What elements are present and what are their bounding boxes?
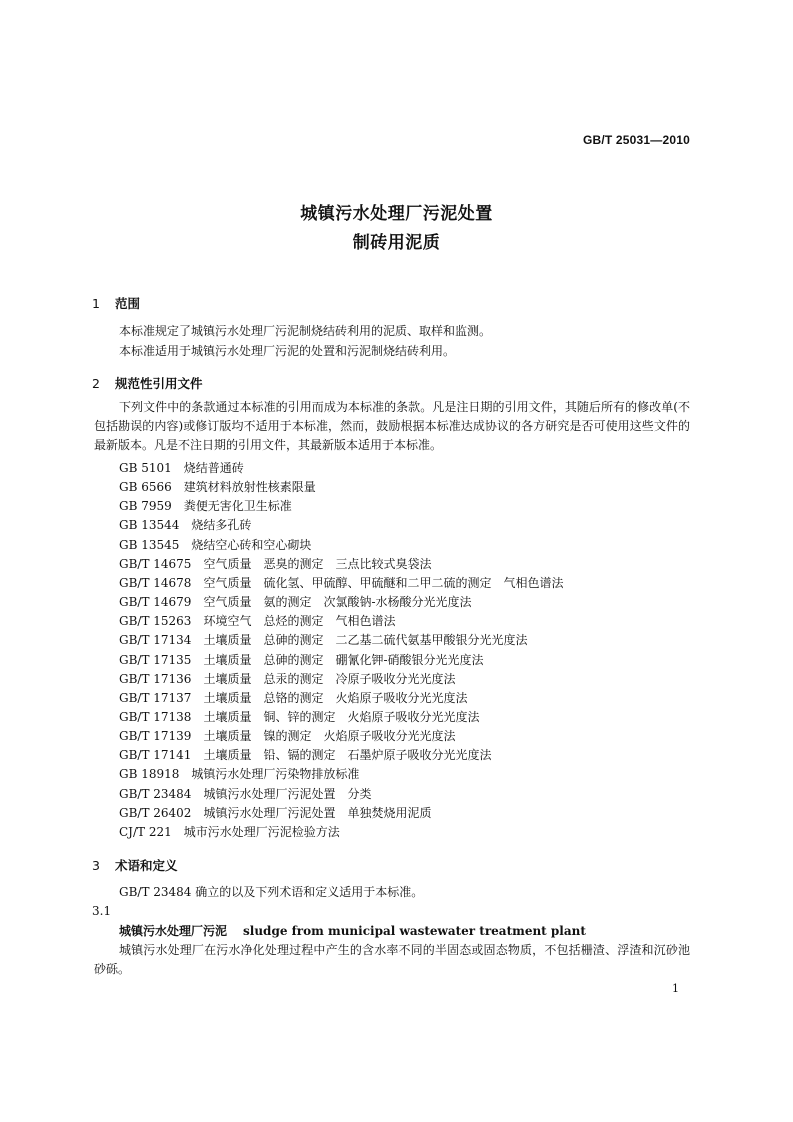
reference-code: GB/T 15263 [119,614,192,629]
reference-title: 土壤质量 总砷的测定 二乙基二硫代氨基甲酸银分光光度法 [203,633,528,648]
section-number: 1 [92,296,100,311]
reference-code: GB 6566 [119,480,172,495]
reference-code: GB/T 17134 [119,633,192,648]
reference-title: 土壤质量 镍的测定 火焰原子吸收分光光度法 [203,729,456,744]
term-definition: 城镇污水处理厂在污水净化处理过程中产生的含水率不同的半固态或固态物质，不包括栅渣、浮渣和沉砂池砂砾。 [94,943,690,976]
reference-code: GB/T 17137 [119,690,192,705]
reference-title: 烧结空心砖和空心砌块 [191,537,312,552]
section-number: 3 [92,858,100,873]
reference-code: CJ/T 221 [119,824,172,839]
reference-title: 空气质量 恶臭的测定 三点比较式臭袋法 [203,556,432,571]
standard-code: GB/T 25031—2010 [582,133,690,147]
reference-item [119,574,563,591]
page-number: 1 [672,982,679,995]
reference-code: GB/T 17135 [119,652,192,667]
paragraph: GB/T 23484 确立的以及下列术语和定义适用于本标准。 [119,885,424,899]
reference-code: GB 13545 [119,537,180,552]
reference-code: GB 5101 [119,461,172,475]
reference-code: GB/T 23484 [119,786,192,801]
reference-title: 城市污水处理厂污泥检验方法 [183,824,340,839]
reference-title: 空气质量 氨的测定 次氯酸钠-水杨酸分光光度法 [203,595,472,610]
reference-code: GB/T 14679 [119,595,192,610]
reference-title: 城镇污水处理厂污染物排放标准 [191,767,360,782]
section-title: 术语和定义 [115,858,178,873]
term-chinese: 城镇污水处理厂污泥 [119,924,228,938]
section-number: 2 [92,376,100,391]
reference-item [119,823,340,840]
reference-title: 土壤质量 总汞的测定 冷原子吸收分光光度法 [203,671,456,686]
section-2-heading [92,374,203,392]
reference-item [119,459,244,476]
reference-item [119,555,431,572]
reference-code: GB/T 14675 [119,556,192,571]
document-title: 城镇污水处理厂污泥处置 [300,204,493,224]
reference-code: GB/T 26402 [119,805,192,820]
reference-title: 城镇污水处理厂污泥处置 单独焚烧用泥质 [203,805,432,820]
reference-title: 建筑材料放射性核素限量 [183,480,316,495]
reference-item [119,651,484,668]
section-1-heading [92,294,140,312]
reference-title: 土壤质量 铅、镉的测定 石墨炉原子吸收分光光度法 [203,748,492,763]
reference-title: 城镇污水处理厂污泥处置 分类 [203,786,372,801]
reference-title: 粪便无害化卫生标准 [183,499,292,514]
reference-title: 土壤质量 总砷的测定 硼氰化钾-硝酸银分光光度法 [203,652,484,667]
reference-title: 空气质量 硫化氢、甲硫醇、甲硫醚和二甲二硫的测定 气相色谱法 [203,575,564,590]
reference-item [119,785,371,802]
reference-title: 土壤质量 总铬的测定 火焰原子吸收分光光度法 [203,690,468,705]
reference-code: GB/T 17136 [119,671,192,686]
reference-code: GB/T 14678 [119,575,192,590]
paragraph: 本标准适用于城镇污水处理厂污泥的处置和污泥制烧结砖利用。 [119,344,456,358]
document-subtitle: 制砖用泥质 [352,233,441,253]
reference-item [119,670,455,687]
reference-item [119,708,479,725]
reference-item [119,631,527,648]
reference-title: 土壤质量 铜、锌的测定 火焰原子吸收分光光度法 [203,709,480,724]
reference-code: GB 7959 [119,499,172,514]
reference-code: GB/T 17139 [119,729,192,744]
term-entry [119,922,586,939]
reference-item [119,593,472,610]
reference-item [119,478,316,495]
reference-title: 烧结普通砖 [183,461,244,475]
section-2-intro: 下列文件中的条款通过本标准的引用而成为本标准的条款。凡是注日期的引用文件，其随后所有的修改单(不包括勘误的内容)或修订版均不适用于本标准，然而，鼓励根据本标准达成协议的各方研究是否可使用这些文件的最新版本。凡是不注日期的引用文件，其最新版本适用于本标准。 [94,400,690,452]
reference-item [119,746,491,763]
reference-item [119,536,311,553]
term-number: 3.1 [92,904,112,918]
reference-item [119,765,359,782]
section-3-heading [92,856,178,874]
reference-code: GB/T 17138 [119,709,192,724]
reference-item [119,497,292,514]
reference-code: GB/T 17141 [119,748,192,763]
reference-title: 烧结多孔砖 [191,518,252,533]
reference-item [119,727,455,744]
reference-item [119,612,395,629]
section-title: 范围 [115,296,141,311]
reference-item [119,689,467,706]
reference-code: GB 18918 [119,767,180,782]
reference-code: GB 13544 [119,518,180,533]
reference-item [119,516,251,533]
section-title: 规范性引用文件 [115,376,203,391]
reference-title: 环境空气 总烃的测定 气相色谱法 [203,614,396,629]
term-english: sludge from municipal wastewater treatment plant [243,924,586,938]
paragraph: 本标准规定了城镇污水处理厂污泥制烧结砖利用的泥质、取样和监测。 [119,324,492,338]
reference-item [119,804,431,821]
